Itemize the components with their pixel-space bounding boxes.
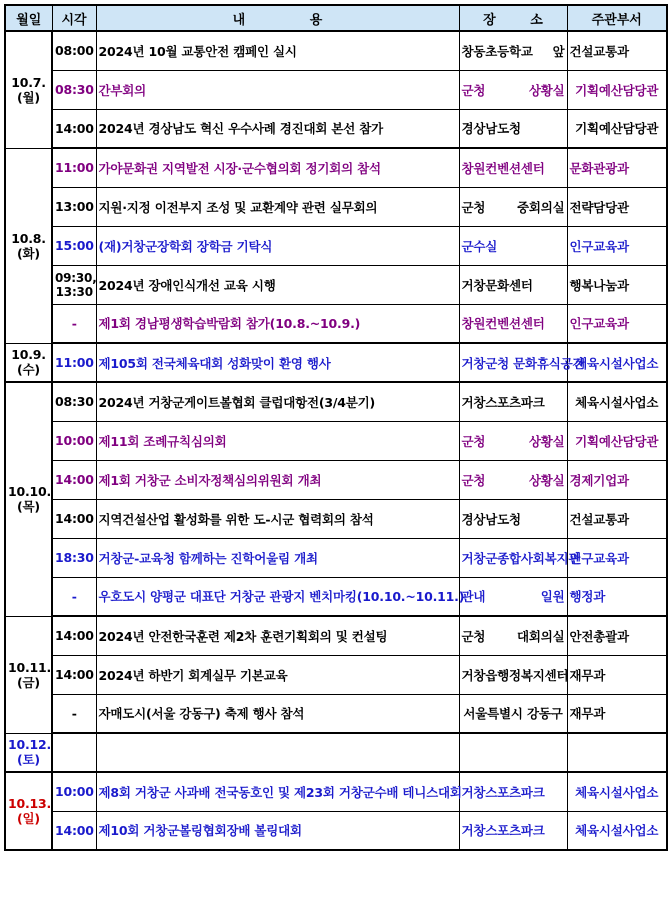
schedule-body <box>5 31 667 850</box>
time-cell <box>52 226 96 265</box>
event-content: 제8회 거창군 사과배 전국동호인 및 제23회 거창군수배 테니스대회 <box>96 772 459 811</box>
event-content: 2024년 10월 교통안전 캠페인 실시 <box>96 31 459 70</box>
event-dept: 인구교육과 <box>567 538 667 577</box>
event-place: 창원컨벤션센터 <box>459 148 567 187</box>
schedule-row <box>5 343 667 382</box>
schedule-row <box>5 460 667 499</box>
time-label: 10:00 <box>55 433 94 448</box>
event-place: 거창스포츠파크 <box>459 811 567 850</box>
schedule-row <box>5 265 667 304</box>
schedule-row <box>5 616 667 655</box>
time-cell <box>52 655 96 694</box>
event-dept: 기획예산담당관 <box>567 70 667 109</box>
time-label: 14:00 <box>55 511 94 526</box>
event-place: 군수실 <box>459 226 567 265</box>
event-content: 제1회 경남평생학습박람회 참가(10.8.~10.9.) <box>96 304 459 343</box>
header-dept: 주관부서 <box>567 5 667 31</box>
event-place: 군청 상황실 <box>459 421 567 460</box>
event-dept: 건설교통과 <box>567 31 667 70</box>
event-content <box>96 733 459 772</box>
time-cell <box>52 265 96 304</box>
event-content: 2024년 거창군게이트볼협회 클럽대항전(3/4분기) <box>96 382 459 421</box>
event-dept: 인구교육과 <box>567 226 667 265</box>
weekday-label: (월) <box>17 89 40 105</box>
weekday-label: (금) <box>17 674 40 690</box>
event-place: 관내 일원 <box>459 577 567 616</box>
date-label: 10.13. <box>8 796 52 811</box>
header-date: 월일 <box>5 5 52 31</box>
time-cell <box>52 616 96 655</box>
time-cell <box>52 499 96 538</box>
date-label: 10.7. <box>11 74 46 90</box>
date-label: 10.12. <box>8 737 52 753</box>
time-label: 18:30 <box>55 550 94 565</box>
time-cell <box>52 694 96 733</box>
time-label: 14:00 <box>55 822 94 838</box>
event-content: 2024년 안전한국훈련 제2차 훈련기획회의 및 컨설팅 <box>96 616 459 655</box>
schedule-row <box>5 694 667 733</box>
event-content: 지역건설산업 활성화를 위한 도-시군 협력회의 참석 <box>96 499 459 538</box>
date-cell <box>5 382 52 616</box>
schedule-row <box>5 226 667 265</box>
header-content: 내 용 <box>96 5 459 31</box>
event-content: 2024년 하반기 회계실무 기본교육 <box>96 655 459 694</box>
event-dept: 체육시설사업소 <box>567 811 667 850</box>
event-place: 군청 상황실 <box>459 70 567 109</box>
event-dept <box>567 733 667 772</box>
event-content: 지원·지정 이전부지 조성 및 교환계약 관련 실무회의 <box>96 187 459 226</box>
event-place: 경상남도청 <box>459 499 567 538</box>
date-cell <box>5 31 52 148</box>
time-cell <box>52 187 96 226</box>
schedule-row <box>5 811 667 850</box>
time-cell <box>52 538 96 577</box>
event-dept: 인구교육과 <box>567 304 667 343</box>
schedule-row <box>5 382 667 421</box>
event-content: 제105회 전국체육대회 성화맞이 환영 행사 <box>96 343 459 382</box>
event-dept: 행복나눔과 <box>567 265 667 304</box>
event-place: 군청 중회의실 <box>459 187 567 226</box>
event-content: 거창군-교육청 함께하는 진학어울림 개최 <box>96 538 459 577</box>
event-dept: 체육시설사업소 <box>567 343 667 382</box>
time-cell <box>52 304 96 343</box>
event-content: 2024년 경상남도 혁신 우수사례 경진대회 본선 참가 <box>96 109 459 148</box>
event-place: 군청 대회의실 <box>459 616 567 655</box>
event-content: 제11회 조례규칙심의회 <box>96 421 459 460</box>
event-content: 간부회의 <box>96 70 459 109</box>
schedule-table <box>4 4 668 851</box>
schedule-row <box>5 109 667 148</box>
event-dept: 문화관광과 <box>567 148 667 187</box>
date-cell <box>5 616 52 733</box>
event-content: 가야문화권 지역발전 시장·군수협의회 정기회의 참석 <box>96 148 459 187</box>
event-dept: 체육시설사업소 <box>567 772 667 811</box>
header-row <box>5 5 667 31</box>
date-cell <box>5 148 52 343</box>
schedule-row <box>5 304 667 343</box>
event-place: 창원컨벤션센터 <box>459 304 567 343</box>
date-label: 10.10. <box>8 484 52 500</box>
time-label: 14:00 <box>55 472 94 487</box>
time-label: 08:00 <box>55 43 94 59</box>
event-dept: 기획예산담당관 <box>567 109 667 148</box>
time-cell <box>52 109 96 148</box>
header-time: 시각 <box>52 5 96 31</box>
time-cell <box>52 382 96 421</box>
time-cell <box>52 577 96 616</box>
date-cell <box>5 733 52 772</box>
time-label: - <box>71 588 77 604</box>
event-dept: 체육시설사업소 <box>567 382 667 421</box>
event-place: 군청 상황실 <box>459 460 567 499</box>
event-place: 거창문화센터 <box>459 265 567 304</box>
time-cell <box>52 148 96 187</box>
event-place: 경상남도청 <box>459 109 567 148</box>
event-content: 자매도시(서울 강동구) 축제 행사 참석 <box>96 694 459 733</box>
time-cell <box>52 772 96 811</box>
time-cell <box>52 811 96 850</box>
time-cell <box>52 421 96 460</box>
time-label-second: 13:30 <box>55 284 93 299</box>
event-content: 2024년 장애인식개선 교육 시행 <box>96 265 459 304</box>
time-cell <box>52 733 96 772</box>
date-label: 10.8. <box>11 230 46 246</box>
time-label: 08:30 <box>55 82 94 97</box>
event-place: 거창군종합사회복지관 <box>459 538 567 577</box>
event-place: 거창읍행정복지센터 <box>459 655 567 694</box>
schedule-row <box>5 187 667 226</box>
time-label: 11:00 <box>55 355 94 370</box>
event-dept: 행정과 <box>567 577 667 616</box>
weekday-label: (목) <box>17 499 40 515</box>
time-label: 09:30, <box>55 270 97 285</box>
time-label: 08:30 <box>55 394 94 410</box>
time-label: - <box>71 705 77 721</box>
time-label: 14:00 <box>55 628 94 644</box>
schedule-row <box>5 655 667 694</box>
weekday-label: (일) <box>17 811 40 826</box>
weekday-label: (화) <box>17 245 40 261</box>
event-content: 우호도시 양평군 대표단 거창군 관광지 벤치마킹(10.10.~10.11.) <box>96 577 459 616</box>
event-dept: 재무과 <box>567 655 667 694</box>
event-dept: 전략담당관 <box>567 187 667 226</box>
event-place: 거창스포츠파크 <box>459 772 567 811</box>
date-label: 10.9. <box>11 347 46 363</box>
date-label: 10.11. <box>8 659 52 675</box>
weekday-label: (토) <box>17 752 40 768</box>
schedule-row <box>5 31 667 70</box>
event-dept: 안전총괄과 <box>567 616 667 655</box>
time-cell <box>52 460 96 499</box>
event-place: 서울특별시 강동구 <box>459 694 567 733</box>
event-content: 제10회 거창군볼링협회장배 볼링대회 <box>96 811 459 850</box>
date-cell <box>5 343 52 382</box>
event-dept: 기획예산담당관 <box>567 421 667 460</box>
time-label: 13:00 <box>55 199 94 214</box>
header-place: 장 소 <box>459 5 567 31</box>
time-label: 14:00 <box>55 667 94 682</box>
date-cell <box>5 772 52 850</box>
event-dept: 재무과 <box>567 694 667 733</box>
time-cell <box>52 70 96 109</box>
event-place: 거창군청 문화휴식공간 <box>459 343 567 382</box>
time-cell <box>52 31 96 70</box>
event-content: 제1회 거창군 소비자정책심의위원회 개최 <box>96 460 459 499</box>
schedule-row <box>5 538 667 577</box>
event-dept: 건설교통과 <box>567 499 667 538</box>
event-place <box>459 733 567 772</box>
schedule-row <box>5 421 667 460</box>
schedule-row <box>5 148 667 187</box>
time-label: - <box>71 315 77 331</box>
event-place: 거창스포츠파크 <box>459 382 567 421</box>
time-cell <box>52 343 96 382</box>
time-label: 15:00 <box>55 238 94 253</box>
event-dept: 경제기업과 <box>567 460 667 499</box>
time-label: 14:00 <box>55 120 94 136</box>
time-label: 10:00 <box>55 784 94 800</box>
time-label: 11:00 <box>55 160 94 176</box>
schedule-row <box>5 772 667 811</box>
weekday-label: (수) <box>17 362 40 378</box>
schedule-row <box>5 733 667 772</box>
schedule-row <box>5 499 667 538</box>
event-place: 창동초등학교 앞 <box>459 31 567 70</box>
event-content: (재)거창군장학회 장학금 기탁식 <box>96 226 459 265</box>
schedule-row <box>5 70 667 109</box>
schedule-row <box>5 577 667 616</box>
